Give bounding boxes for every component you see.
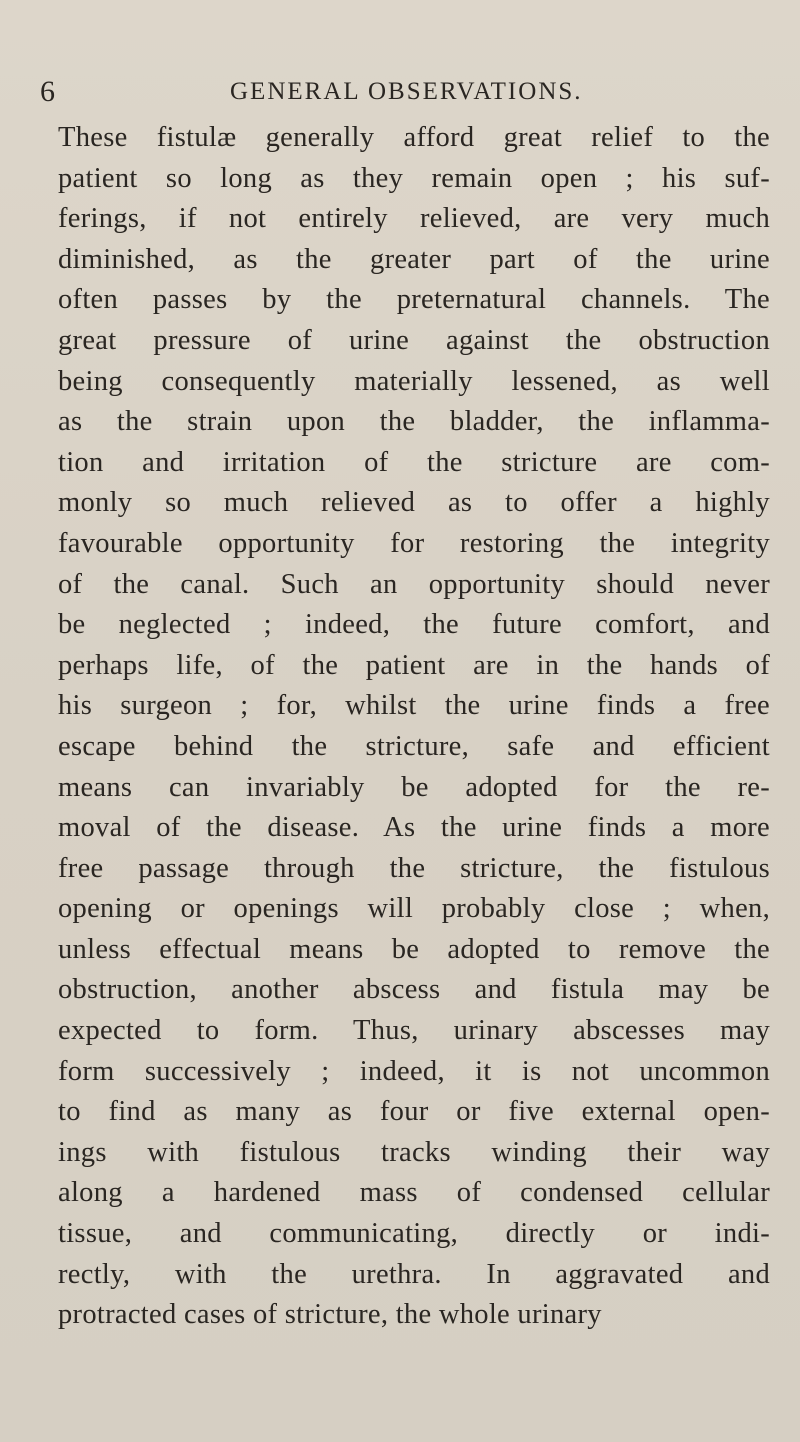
text-line: moval of the disease. As the urine finds a more bbox=[58, 812, 770, 844]
text-line: favourable opportunity for restoring the integrity bbox=[58, 527, 770, 559]
text-line: patient so long as they remain open ; his suf- bbox=[58, 162, 770, 194]
text-line: being consequently materially lessened, as well bbox=[58, 365, 770, 397]
text-line: opening or openings will probably close ; when, bbox=[58, 893, 770, 925]
text-line: tion and irritation of the stricture are com- bbox=[58, 446, 770, 478]
text-line: diminished, as the greater part of the urine bbox=[58, 243, 770, 275]
text-line: free passage through the stricture, the fistulous bbox=[58, 852, 770, 884]
text-line: escape behind the stricture, safe and efficient bbox=[58, 730, 770, 762]
text-line: expected to form. Thus, urinary abscesses may bbox=[58, 1015, 770, 1047]
text-line: ferings, if not entirely relieved, are very much bbox=[58, 203, 770, 235]
page-number: 6 bbox=[40, 75, 56, 108]
text-line: tissue, and communicating, directly or indi- bbox=[58, 1218, 770, 1250]
text-line: often passes by the preternatural channels. The bbox=[58, 284, 770, 316]
text-line: form successively ; indeed, it is not uncommon bbox=[58, 1055, 770, 1087]
text-line: protracted cases of stricture, the whole urinary bbox=[58, 1299, 602, 1331]
text-line: along a hardened mass of condensed cellular bbox=[58, 1177, 770, 1209]
text-line: means can invariably be adopted for the re- bbox=[58, 771, 770, 803]
text-line: rectly, with the urethra. In aggravated and bbox=[58, 1258, 770, 1290]
page-header bbox=[40, 72, 760, 112]
text-line: ings with fistulous tracks winding their way bbox=[58, 1136, 770, 1168]
text-line: obstruction, another abscess and fistula may be bbox=[58, 974, 770, 1006]
body-paragraph bbox=[58, 118, 770, 1336]
text-line: of the canal. Such an opportunity should never bbox=[58, 568, 770, 600]
text-line: unless effectual means be adopted to remove the bbox=[58, 933, 770, 965]
text-line: be neglected ; indeed, the future comfort, and bbox=[58, 609, 770, 641]
text-line: monly so much relieved as to offer a highly bbox=[58, 487, 770, 519]
text-line: to find as many as four or five external open- bbox=[58, 1096, 770, 1128]
text-line: great pressure of urine against the obstruction bbox=[58, 324, 770, 356]
running-head: GENERAL OBSERVATIONS. bbox=[230, 78, 583, 105]
text-line: his surgeon ; for, whilst the urine finds a free bbox=[58, 690, 770, 722]
text-line: perhaps life, of the patient are in the hands of bbox=[58, 649, 770, 681]
text-line: as the strain upon the bladder, the inflamma- bbox=[58, 406, 770, 438]
text-line: These fistulæ generally afford great relief to the bbox=[58, 122, 770, 153]
